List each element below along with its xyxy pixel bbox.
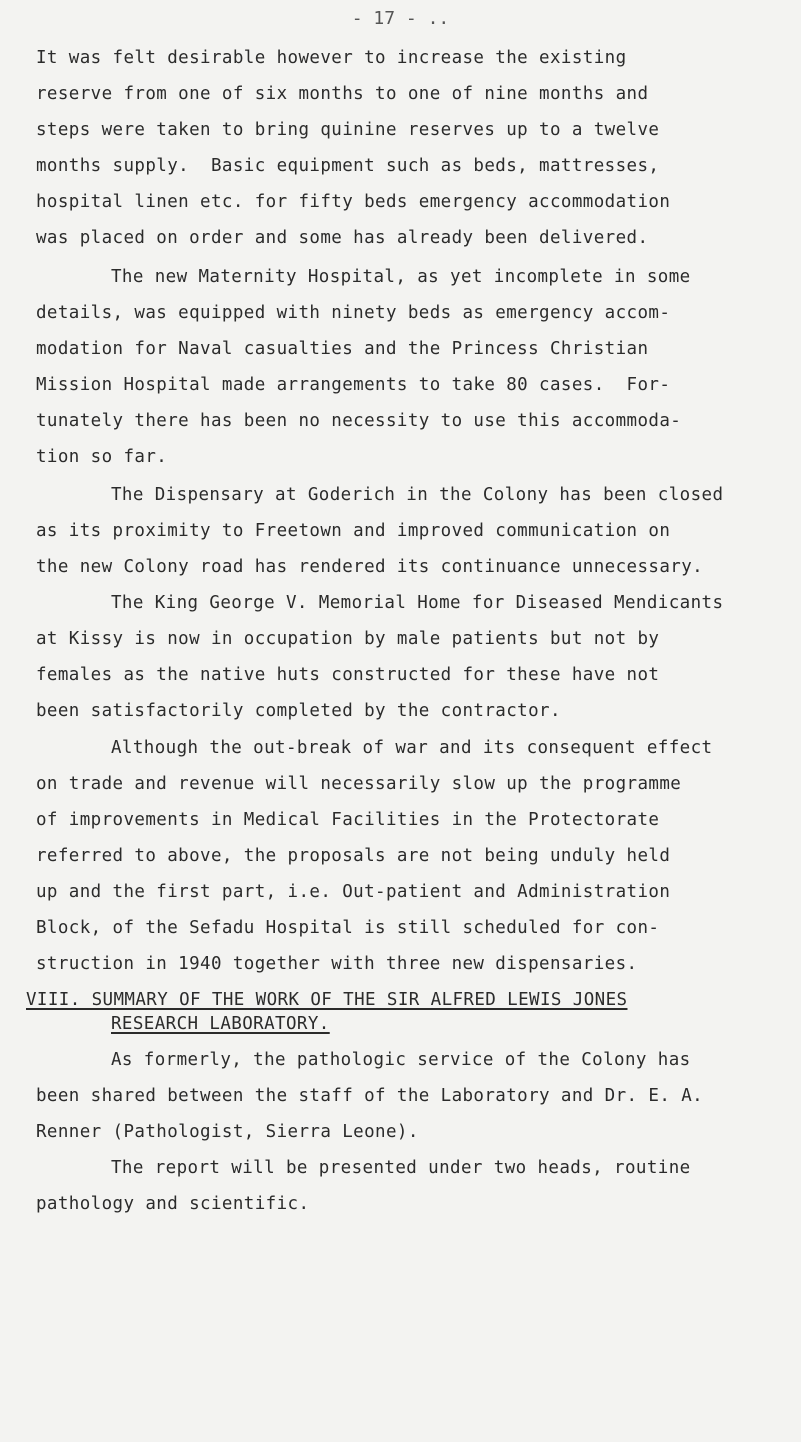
text-line: on trade and revenue will necessarily slow up the programme xyxy=(36,774,682,794)
text-line: Although the out-break of war and its consequent effect xyxy=(111,738,713,758)
text-line: steps were taken to bring quinine reserves up to a twelve xyxy=(36,120,660,140)
text-line: The King George V. Memorial Home for Diseased Mendicants xyxy=(111,593,724,613)
text-line: been shared between the staff of the Laboratory and Dr. E. A. xyxy=(36,1086,704,1106)
text-line: As formerly, the pathologic service of the Colony has xyxy=(111,1050,691,1070)
text-line: Renner (Pathologist, Sierra Leone). xyxy=(36,1122,419,1142)
text-line: The new Maternity Hospital, as yet incomplete in some xyxy=(111,267,691,287)
text-line: of improvements in Medical Facilities in the Protectorate xyxy=(36,810,660,830)
text-line: tunately there has been no necessity to use this accommoda- xyxy=(36,411,682,431)
text-line: struction in 1940 together with three new dispensaries. xyxy=(36,954,638,974)
text-line: at Kissy is now in occupation by male patients but not by xyxy=(36,629,660,649)
section-heading-continued: RESEARCH LABORATORY. xyxy=(111,1014,330,1034)
text-line: referred to above, the proposals are not being unduly held xyxy=(36,846,671,866)
text-line: hospital linen etc. for fifty beds emergency accommodation xyxy=(36,192,671,212)
text-line: details, was equipped with ninety beds as emergency accom- xyxy=(36,303,671,323)
text-line: It was felt desirable however to increase the existing xyxy=(36,48,627,68)
text-line: the new Colony road has rendered its continuance unnecessary. xyxy=(36,557,704,577)
text-line: up and the first part, i.e. Out-patient and Administration xyxy=(36,882,671,902)
text-line: The Dispensary at Goderich in the Colony has been closed xyxy=(111,485,724,505)
text-line: as its proximity to Freetown and improved communication on xyxy=(36,521,671,541)
text-line: been satisfactorily completed by the contractor. xyxy=(36,701,561,721)
text-line: modation for Naval casualties and the Princess Christian xyxy=(36,339,649,359)
text-line: pathology and scientific. xyxy=(36,1194,310,1214)
section-heading: VIII. SUMMARY OF THE WORK OF THE SIR ALFRED LEWIS JONES xyxy=(26,990,628,1010)
page-number: - 17 - .. xyxy=(351,8,450,29)
text-line: months supply. Basic equipment such as beds, mattresses, xyxy=(36,156,660,176)
text-line: was placed on order and some has already been delivered. xyxy=(36,228,649,248)
text-line: females as the native huts constructed for these have not xyxy=(36,665,660,685)
text-line: Block, of the Sefadu Hospital is still scheduled for con- xyxy=(36,918,660,938)
text-line: Mission Hospital made arrangements to take 80 cases. For- xyxy=(36,375,671,395)
text-line: reserve from one of six months to one of nine months and xyxy=(36,84,649,104)
text-line: The report will be presented under two heads, routine xyxy=(111,1158,691,1178)
text-line: tion so far. xyxy=(36,447,168,467)
